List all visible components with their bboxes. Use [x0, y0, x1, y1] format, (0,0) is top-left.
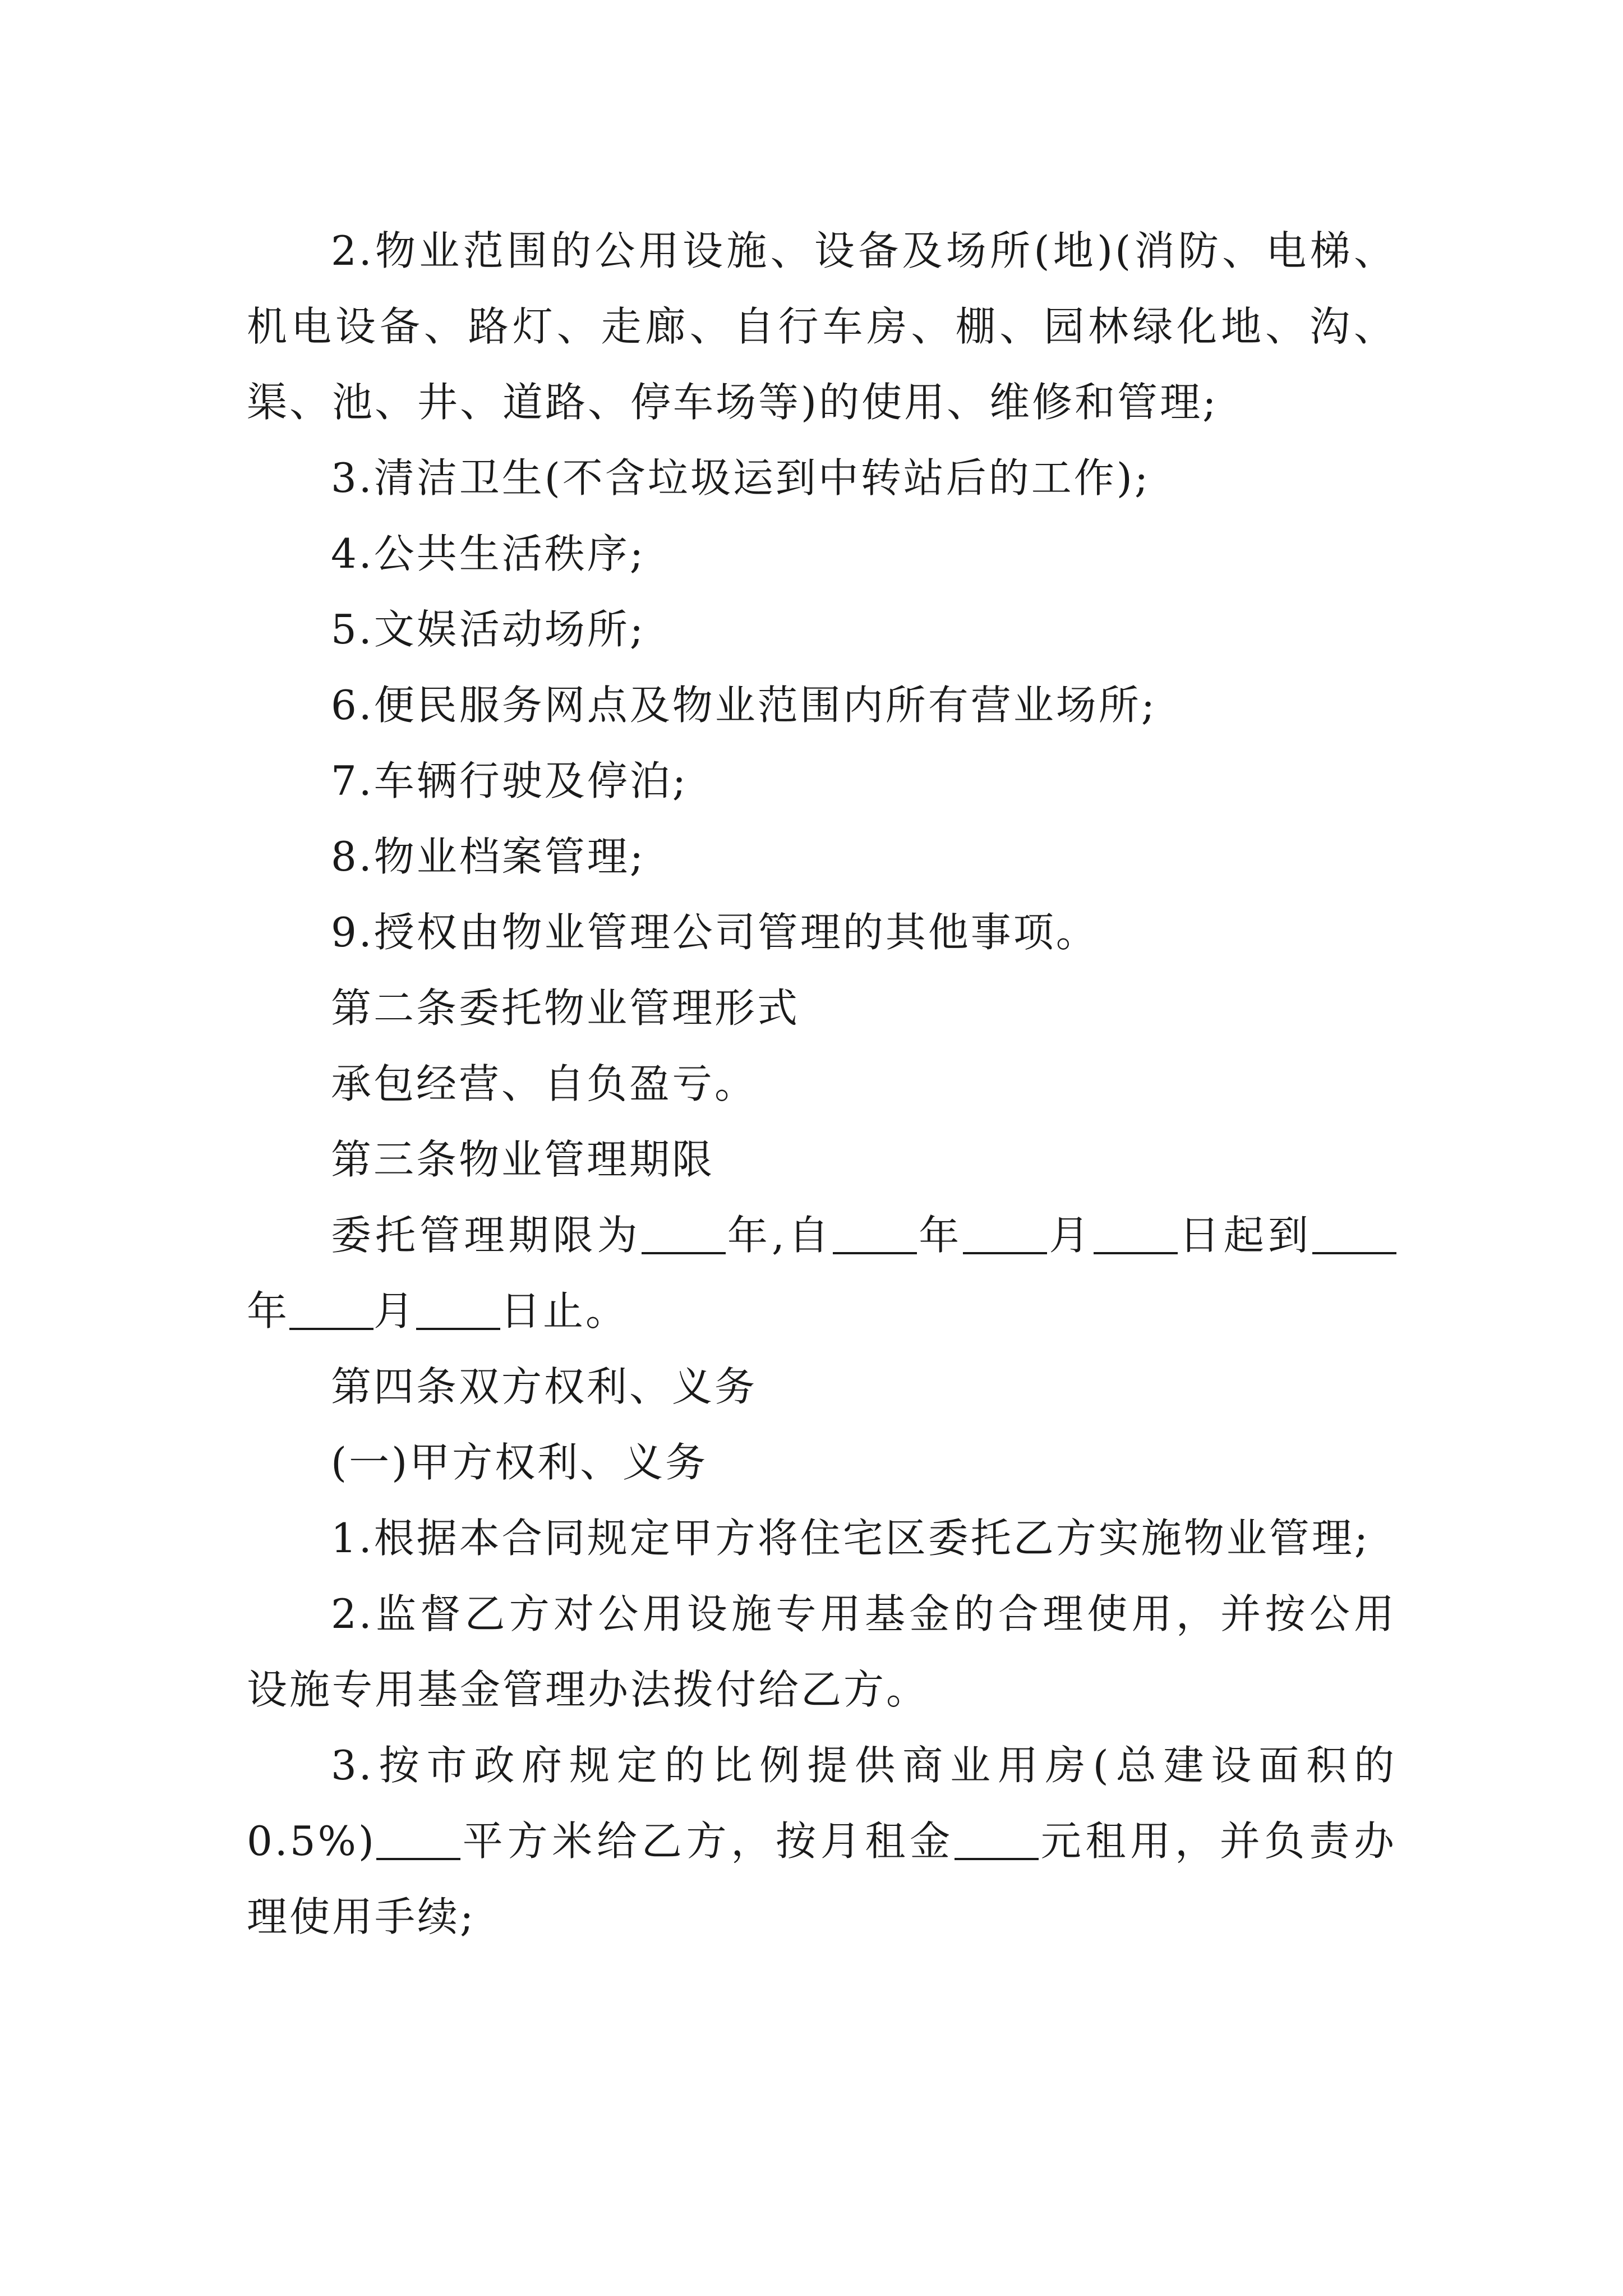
term-text-4: 月 — [1047, 1212, 1094, 1259]
blank-end-month — [289, 1287, 374, 1330]
term-text-5: 日起到 — [1177, 1212, 1312, 1259]
article-4-heading: 第四条双方权利、义务 — [331, 1363, 758, 1410]
rent-text-3: 元租用，并负责办理使用手续; — [247, 1818, 1396, 1940]
article-3-heading: 第三条物业管理期限 — [331, 1136, 715, 1183]
paragraph-cleaning: 3.清洁卫生(不含垃圾运到中转站后的工作); — [331, 454, 1151, 501]
blank-start-day — [1094, 1212, 1178, 1254]
party-a-heading: (一)甲方权利、义务 — [331, 1439, 708, 1486]
term-text-3: 年 — [917, 1212, 963, 1259]
rent-text-1: 3.按市政府规定的比例提供商业用房(总建设面积的0.5%) — [247, 1742, 1396, 1865]
paragraph-other-matters: 9.授权由物业管理公司管理的其他事项。 — [331, 909, 1099, 956]
article-2-heading: 第二条委托物业管理形式 — [331, 984, 800, 1032]
term-text-2: 年,自 — [725, 1212, 833, 1259]
term-sentence — [247, 1198, 1396, 1349]
blank-years — [642, 1212, 726, 1254]
blank-area — [376, 1818, 460, 1860]
term-text-6: 年 — [247, 1287, 290, 1335]
paragraph-recreation: 5.文娱活动场所; — [331, 606, 645, 653]
blank-end-year — [1312, 1212, 1396, 1254]
term-text-1: 委托管理期限为 — [331, 1212, 642, 1259]
blank-end-day — [416, 1287, 500, 1330]
document-body — [247, 213, 1396, 1955]
article-2-body: 承包经营、自负盈亏。 — [331, 1060, 758, 1107]
blank-start-year — [833, 1212, 917, 1254]
rent-text-2: 平方米给乙方，按月租金 — [460, 1818, 955, 1865]
paragraph-service-outlets: 6.便民服务网点及物业范围内所有营业场所; — [331, 682, 1157, 729]
blank-start-month — [963, 1212, 1047, 1254]
blank-rent — [955, 1818, 1039, 1860]
term-text-8: 日止。 — [500, 1287, 629, 1335]
term-text-7: 月 — [374, 1287, 417, 1335]
party-a-item-3 — [247, 1728, 1396, 1955]
paragraph-archives: 8.物业档案管理; — [331, 833, 645, 880]
paragraph-facilities: 2.物业范围的公用设施、设备及场所(地)(消防、电梯、机电设备、路灯、走廊、自行车房、棚、园林绿化地、沟、渠、池、井、道路、停车场等)的使用、维修和管理; — [247, 227, 1396, 426]
paragraph-vehicles: 7.车辆行驶及停泊; — [331, 757, 688, 804]
paragraph-public-order: 4.公共生活秩序; — [331, 530, 645, 577]
party-a-item-1: 1.根据本合同规定甲方将住宅区委托乙方实施物业管理; — [331, 1515, 1370, 1562]
party-a-item-2: 2.监督乙方对公用设施专用基金的合理使用，并按公用设施专用基金管理办法拨付给乙方。 — [247, 1590, 1396, 1713]
